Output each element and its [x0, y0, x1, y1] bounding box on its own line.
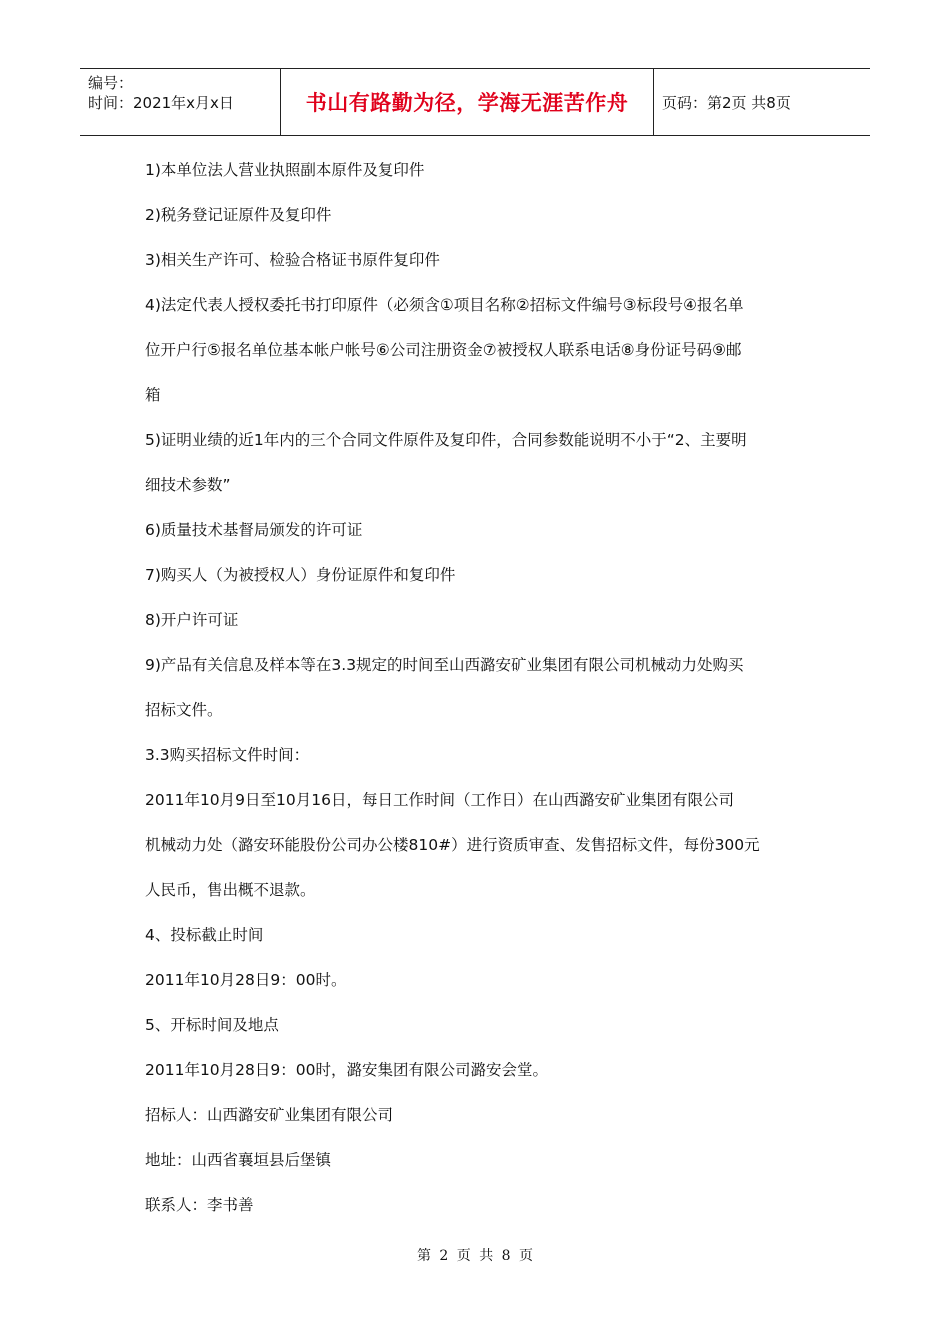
- body-line: 7)购买人（为被授权人）身份证原件和复印件: [145, 566, 456, 584]
- body-line: 4)法定代表人授权委托书打印原件（必须含①项目名称②招标文件编号③标段号④报名单: [145, 296, 744, 314]
- body-line: 8)开户许可证: [145, 611, 239, 629]
- body-line: 3)相关生产许可、检验合格证书原件复印件: [145, 251, 440, 269]
- page-footer: 第 2 页 共 8 页: [416, 1248, 534, 1264]
- body-line: 2011年10月28日9：00时。: [145, 971, 347, 989]
- body-line: 位开户行⑤报名单位基本帐户帐号⑥公司注册资金⑦被授权人联系电话⑧身份证号码⑨邮: [145, 341, 742, 359]
- document-time-label: 时间：2021年x月x日: [88, 94, 234, 112]
- body-line: 9)产品有关信息及样本等在3.3规定的时间至山西潞安矿业集团有限公司机械动力处购买: [145, 656, 744, 674]
- body-line: 机械动力处（潞安环能股份公司办公楼810#）进行资质审查、发售招标文件，每份300元: [145, 836, 760, 854]
- document-number-label: 编号：: [88, 74, 134, 92]
- body-line: 5)证明业绩的近1年内的三个合同文件原件及复印件，合同参数能说明不小于“2、主要明: [145, 431, 747, 449]
- body-line: 2)税务登记证原件及复印件: [145, 206, 332, 224]
- body-line: 人民币，售出概不退款。: [145, 881, 316, 899]
- page-header: [80, 68, 870, 136]
- body-line: 招标文件。: [145, 701, 223, 719]
- body-line: 1)本单位法人营业执照副本原件及复印件: [145, 161, 425, 179]
- body-line: 箱: [145, 386, 161, 404]
- header-motto: 书山有路勤为径，学海无涯苦作舟: [281, 69, 654, 135]
- body-line: 5、开标时间及地点: [145, 1016, 279, 1034]
- body-line: 4、投标截止时间: [145, 926, 264, 944]
- document-body: [145, 148, 810, 1228]
- body-line: 地址：山西省襄垣县后堡镇: [145, 1151, 332, 1169]
- body-line: 3.3购买招标文件时间：: [145, 746, 310, 764]
- body-line: 联系人：李书善: [145, 1196, 254, 1214]
- body-line: 招标人：山西潞安矿业集团有限公司: [145, 1106, 394, 1124]
- body-line: 2011年10月28日9：00时，潞安集团有限公司潞安会堂。: [145, 1061, 548, 1079]
- header-page-number: 页码：第2页 共8页: [662, 93, 791, 112]
- body-line: 细技术参数”: [145, 476, 231, 494]
- body-line: 2011年10月9日至10月16日，每日工作时间（工作日）在山西潞安矿业集团有限公司: [145, 791, 734, 809]
- body-line: 6)质量技术基督局颁发的许可证: [145, 521, 363, 539]
- header-meta: [80, 69, 281, 135]
